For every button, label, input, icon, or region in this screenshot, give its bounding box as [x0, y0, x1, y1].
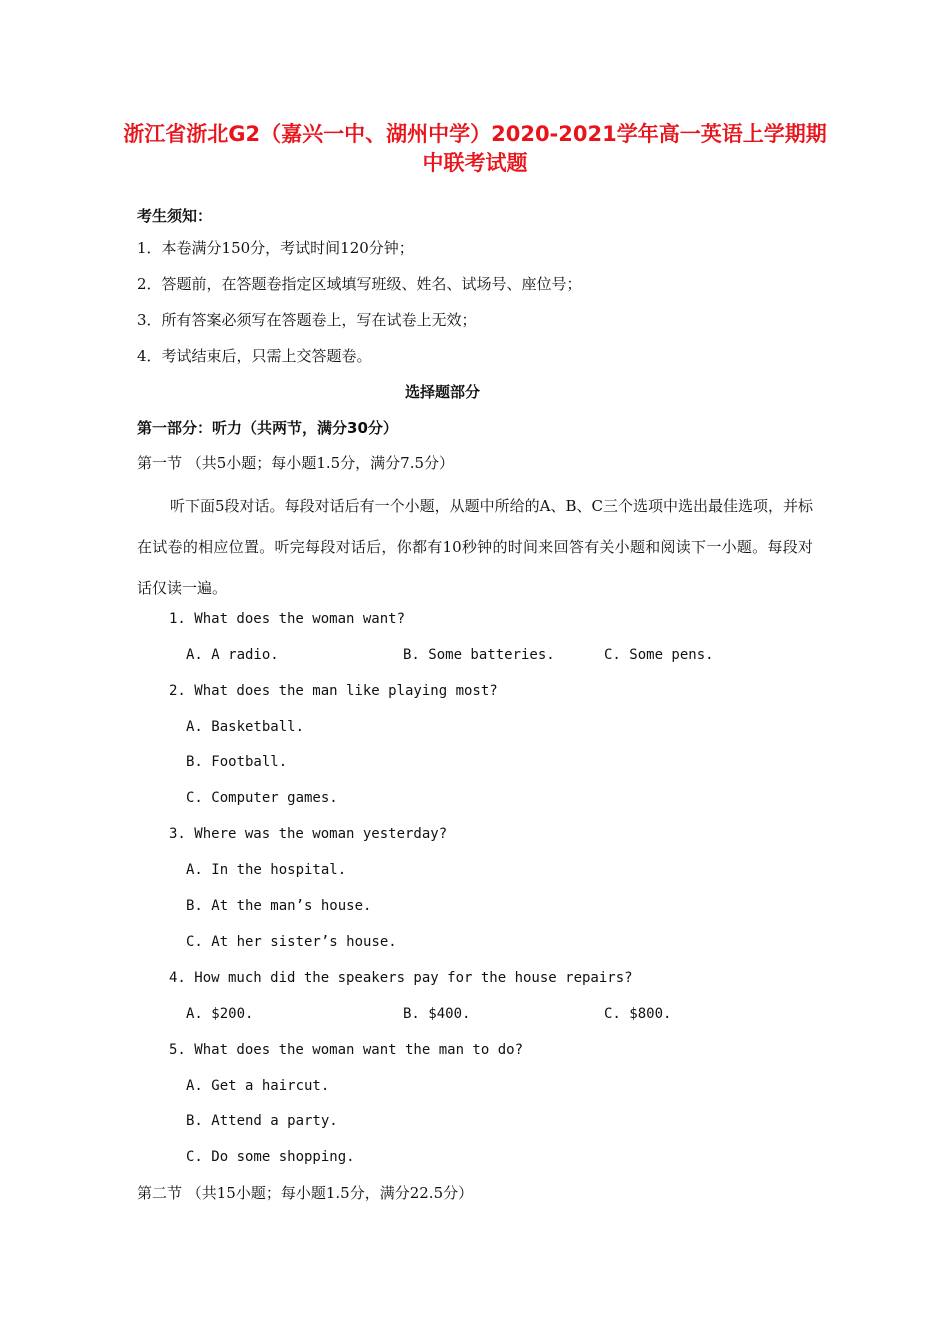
- part1-heading: 第一部分：听力（共两节，满分30分）: [137, 419, 398, 437]
- part1-section2-heading: 第二节 （共15小题；每小题1.5分，满分22.5分）: [137, 1184, 474, 1202]
- notice-heading: 考生须知：: [137, 207, 213, 225]
- listening-instructions: 听下面5段对话。每段对话后有一个小题，从题中所给的A、B、C三个选项中选出最佳选项，并标在试卷的相应位置。听完每段对话后，你都有10秒钟的时间来回答有关小题和阅读下一小题。每段对话仅读一遍。: [137, 497, 813, 597]
- option-a: A. Basketball.: [186, 719, 305, 735]
- option-c: C. Computer games.: [186, 790, 338, 806]
- question-text: 2. What does the man like playing most?: [169, 683, 498, 699]
- notice-item: 1．本卷满分150分，考试时间120分钟；: [137, 239, 414, 257]
- option-b: B. $400.: [403, 1006, 471, 1022]
- option-c: C. Some pens.: [604, 647, 714, 663]
- option-c: C. At her sister’s house.: [186, 934, 397, 950]
- notice-item: 2．答题前，在答题卷指定区域填写班级、姓名、试场号、座位号；: [137, 275, 582, 293]
- option-c: C. Do some shopping.: [186, 1149, 355, 1165]
- option-b: B. Some batteries.: [403, 647, 555, 663]
- question-text: 3. Where was the woman yesterday?: [169, 826, 448, 842]
- notice-item: 4．考试结束后，只需上交答题卷。: [137, 347, 372, 365]
- document-title: 浙江省浙北G2（嘉兴一中、湖州中学）2020-2021学年高一英语上学期期中联考试题: [123, 122, 827, 175]
- option-a: A. A radio.: [186, 647, 279, 663]
- section-title: 选择题部分: [405, 383, 481, 401]
- part1-section1-heading: 第一节 （共5小题；每小题1.5分，满分7.5分）: [137, 454, 455, 472]
- option-a: A. $200.: [186, 1006, 254, 1022]
- option-a: A. Get a haircut.: [186, 1078, 330, 1094]
- option-b: B. Football.: [186, 754, 288, 770]
- option-b: B. At the man’s house.: [186, 898, 372, 914]
- question-text: 5. What does the woman want the man to do?: [169, 1042, 524, 1058]
- question-text: 1. What does the woman want?: [169, 611, 406, 627]
- option-c: C. $800.: [604, 1006, 672, 1022]
- option-a: A. In the hospital.: [186, 862, 347, 878]
- option-b: B. Attend a party.: [186, 1113, 338, 1129]
- question-text: 4. How much did the speakers pay for the house repairs?: [169, 970, 633, 986]
- notice-item: 3．所有答案必须写在答题卷上，写在试卷上无效；: [137, 311, 477, 329]
